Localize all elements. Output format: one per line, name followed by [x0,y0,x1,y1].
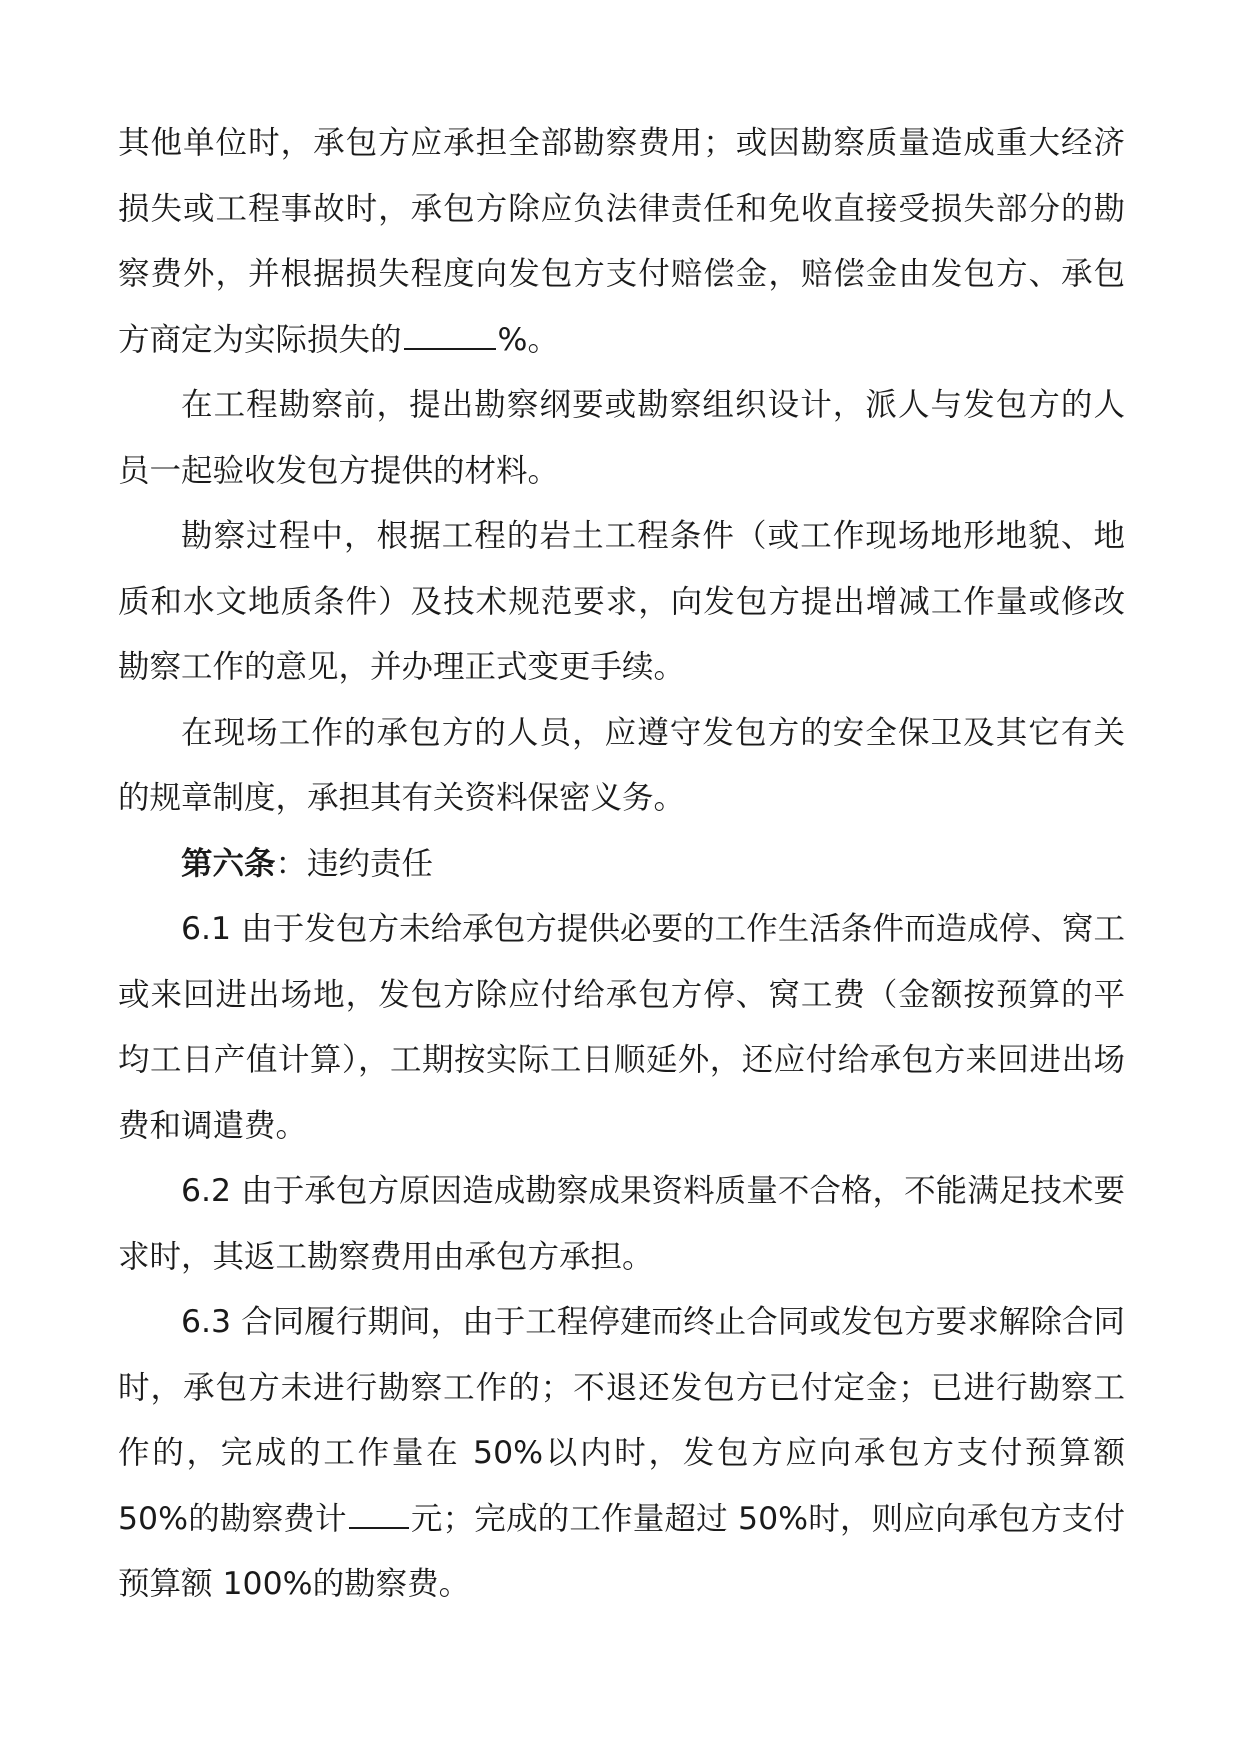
compensation-text: 其他单位时，承包方应承担全部勘察费用；或因勘察质量造成重大经济损失或工程事故时，承包方除应负法律责任和免收直接受损失部分的勘察费外，并根据损失程度向发包方支付赔偿金，赔偿金由发包方、承包方商定为实际损失的 [118,125,1125,358]
article-title: ：违约责任 [275,845,434,882]
clause-6-1: 6.1 由于发包方未给承包方提供必要的工作生活条件而造成停、窝工或来回进出场地，发包方除应付给承包方停、窝工费（金额按预算的平均工日产值计算），工期按实际工日顺延外，还应付给承包方来回进出场费和调遣费。 [118,911,1125,1144]
article-six-heading [118,832,1125,898]
amount-blank[interactable] [349,1501,409,1529]
compensation-text-end: %。 [497,321,559,358]
paragraph-compensation [118,111,1125,373]
clause-6-3-text-end: 元；完成的工作量超过 50%时，则应向承包方支付预算额 100%的勘察费。 [118,1500,1126,1602]
percentage-blank[interactable] [404,322,496,350]
clause-6-2: 6.2 由于承包方原因造成勘察成果资料质量不合格，不能满足技术要求时，其返工勘察费用由承包方承担。 [118,1173,1125,1275]
clause-6-3 [118,1290,1125,1618]
article-number: 第六条 [181,845,276,882]
paragraph-survey-outline: 在工程勘察前，提出勘察纲要或勘察组织设计，派人与发包方的人员一起验收发包方提供的材料。 [118,387,1125,489]
paragraph-site-personnel: 在现场工作的承包方的人员，应遵守发包方的安全保卫及其它有关的规章制度，承担其有关资料保密义务。 [118,714,1125,816]
clause-6-3-text: 6.3 合同履行期间，由于工程停建而终止合同或发包方要求解除合同时，承包方未进行勘察工作的；不退还发包方已付定金；已进行勘察工作的，完成的工作量在 50%以内时，发包方应向承包方支付预算额 50%的勘察费计 [118,1304,1125,1537]
paragraph-survey-process: 勘察过程中，根据工程的岩土工程条件（或工作现场地形地貌、地质和水文地质条件）及技术规范要求，向发包方提出增减工作量或修改勘察工作的意见，并办理正式变更手续。 [118,518,1125,685]
